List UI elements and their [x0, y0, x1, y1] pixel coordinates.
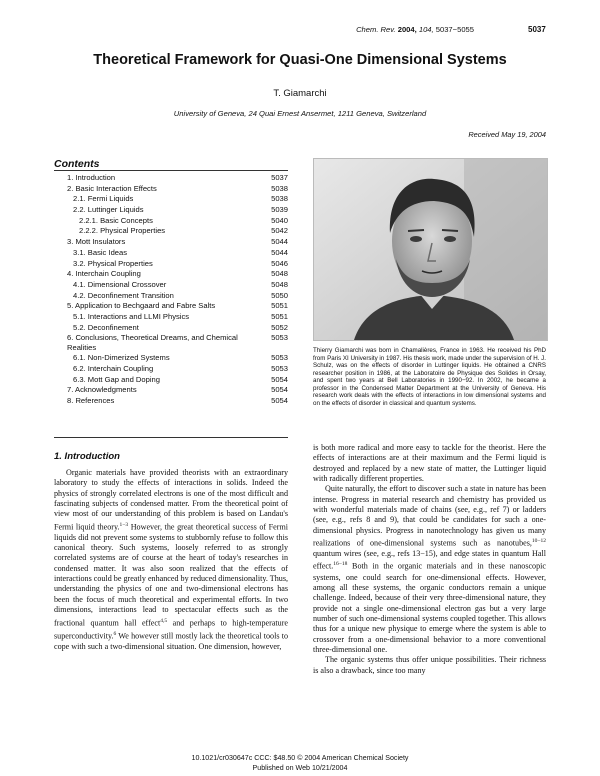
toc-entry-label: 3.1. Basic Ideas: [73, 247, 128, 257]
paragraph: [313, 484, 546, 655]
paragraph: [54, 468, 288, 652]
toc-entry-label: 3. Mott Insulators: [67, 237, 126, 247]
toc-entry-label: 5.2. Deconfinement: [73, 322, 139, 332]
toc-entry[interactable]: [54, 248, 288, 259]
toc-entry-label: 2.2.1. Basic Concepts: [79, 215, 153, 225]
author-name: T. Giamarchi: [273, 88, 327, 99]
toc-entry-label: 6. Conclusions, Theoretical Dreams, and Chemical Realities: [67, 333, 238, 352]
toc-entry-label: 2. Basic Interaction Effects: [67, 183, 157, 193]
toc-entry-label: 5. Application to Bechgaard and Fabre Salts: [67, 301, 216, 311]
toc-entry[interactable]: [54, 237, 288, 248]
citation: 10−12: [531, 538, 546, 545]
toc-entry[interactable]: [54, 194, 288, 205]
toc-entry[interactable]: [54, 323, 288, 334]
paragraph-text: and perhaps to high-temperature superconductivity.: [54, 618, 289, 641]
toc-entry-page: 5054: [271, 385, 288, 395]
article-title: Theoretical Framework for Quasi-One Dimensional Systems: [93, 52, 507, 68]
citation: 4,5: [160, 617, 168, 624]
toc-entry[interactable]: [54, 375, 288, 386]
toc-entry-page: 5046: [271, 258, 288, 268]
toc-entry-label: 4. Interchain Coupling: [67, 269, 141, 279]
citation: 1−3: [119, 521, 129, 528]
toc-entry[interactable]: [54, 216, 288, 227]
table-of-contents: [54, 173, 288, 407]
paragraph-text: However, the great theoretical success of Fermi liquids did not prevent some systems to stubbornly refuse to follow this canonical theory. Such systems, loosely referred to as strongly correlated systems are of course at the heart of today's researches in condensed matter. It was also soon realized that the effects of interactions could be greatly enhanced by reduced dimensionality. Thus, understanding the physics of one and two-dimensional electrons has been the focus of much theoretical and experimental efforts. In two dimensions, interactions lead to spectacular effects such as the fractional quantum hall effect: [54, 522, 289, 628]
contents-heading: Contents: [54, 158, 100, 170]
toc-entry-label: 4.1. Dimensional Crossover: [73, 279, 167, 289]
toc-entry[interactable]: [54, 184, 288, 195]
received-date: Received May 19, 2004: [468, 130, 546, 139]
author-biography: Thierry Giamarchi was born in Chamalières, France in 1963. He received his PhD from Paris XI University in 1987. His thesis work, made under the supervision of H. J. Schulz, was on the effects of disorder in Luttinger liquids. He obtained a CNRS researcher position in 1986, at the Laboratoire de Physique des Solides in Orsay, and spent two years at Bell Laboratories in 1990−92. In 2002, he became a professor in the Condensed Matter Department at the University of Geneva. His research work deals with the effects of interactions in low dimensional systems and on the effects of disorder in classical and quantum systems.: [313, 347, 546, 407]
toc-entry-page: 5052: [271, 322, 288, 332]
publication-date-footer: Published on Web 10/21/2004: [252, 764, 348, 772]
journal-pages: 5037−5055: [435, 25, 474, 34]
paragraph-text: Quite naturally, the effort to discover such a state in nature has been intense. Progress in material research and chemistry has provided us with wonderful materials made of chains (see, e.g., ref 7) or ladders (see, e.g., refs 8 and 9), that could be candidates for such a one-dimensional physics. Progress in nanotechnology has given us many realizations of one-dimensional systems such as nanotubes,: [313, 484, 546, 548]
toc-entry-label: 6.2. Interchain Coupling: [73, 364, 154, 373]
paragraph-text: Both in the organic materials and in these nanoscopic systems, one could search for one-dimensional effects. However, among all these systems, the organic conductors remain a unique challenge. Indeed, because of their very three-dimensional nature, they provide not a single one-dimensional electron gas but a very large number of such one-dimensional systems coupled together. This allows thus for a unique new physique to emerge where the system is able to crossover from a one-dimensional behavior to a more conventional three-dimensional one.: [313, 562, 546, 654]
toc-entry[interactable]: [54, 333, 288, 353]
toc-entry[interactable]: [54, 396, 288, 407]
paragraph: The organic systems thus offer unique possibilities. Their richness is also a drawback, since too many: [313, 655, 546, 675]
section-heading: 1. Introduction: [54, 451, 120, 462]
toc-entry-label: 6.1. Non-Dimerized Systems: [73, 353, 170, 363]
toc-entry-page: 5037: [271, 173, 288, 182]
toc-entry[interactable]: [54, 385, 288, 396]
toc-entry-page: 5038: [271, 194, 288, 204]
author-photo: [313, 158, 548, 341]
journal-year: 2004,: [397, 25, 417, 34]
paragraph: is both more radical and more easy to tackle for the theorist. Here the effects of interactions are at their maximum and the Fermi liquid is destroyed and replaced by a new state of matter, the Luttinger liquid with radically different properties.: [313, 443, 546, 484]
toc-entry-label: 2.1. Fermi Liquids: [73, 194, 134, 204]
contents-bottom-rule: [54, 437, 288, 438]
toc-entry-page: 5054: [271, 374, 288, 384]
toc-entry-page: 5039: [271, 205, 288, 215]
toc-entry[interactable]: [54, 226, 288, 237]
toc-entry-page: 5054: [271, 396, 288, 406]
toc-entry-page: 5053: [271, 333, 288, 343]
toc-entry[interactable]: [54, 269, 288, 280]
body-column-left: [54, 468, 288, 652]
toc-entry-label: 3.2. Physical Properties: [73, 258, 153, 268]
paragraph-text: Organic materials have provided theorists with an extraordinary laboratory to study the effects of interactions in solids. Indeed the physics of strongly correlated electrons is one of the most difficult and fascinating subjects of condensed matter. From the theoretical point of view most of our understanding of this problem is based on Landau's Fermi liquid theory.: [54, 468, 288, 532]
journal-citation: [0, 25, 474, 34]
author-affiliation: University of Geneva, 24 Quai Ernest Ansermet, 1211 Geneva, Switzerland: [173, 109, 427, 118]
toc-entry-label: 7. Acknowledgments: [67, 385, 137, 395]
toc-entry[interactable]: [54, 312, 288, 323]
toc-entry-page: 5053: [271, 353, 288, 363]
toc-entry[interactable]: [54, 259, 288, 270]
journal-name: Chem. Rev.: [356, 25, 396, 34]
body-column-right: [313, 443, 546, 676]
journal-volume: 104,: [418, 25, 434, 34]
toc-entry-page: 5044: [271, 237, 288, 247]
toc-entry-label: 2.2.2. Physical Properties: [79, 226, 166, 236]
toc-entry-page: 5053: [271, 364, 288, 373]
author-portrait-image: [314, 159, 547, 340]
citation: 6: [113, 630, 117, 637]
page-number: 5037: [528, 25, 546, 34]
toc-entry-page: 5048: [271, 269, 288, 279]
toc-entry[interactable]: [54, 280, 288, 291]
toc-entry[interactable]: [54, 173, 288, 184]
toc-entry-page: 5050: [271, 290, 288, 300]
toc-entry-label: 5.1. Interactions and LLMI Physics: [73, 311, 190, 321]
toc-entry-label: 2.2. Luttinger Liquids: [73, 205, 144, 215]
toc-entry-page: 5044: [271, 247, 288, 257]
toc-entry-label: 6.3. Mott Gap and Doping: [73, 374, 160, 384]
toc-entry[interactable]: [54, 301, 288, 312]
toc-entry[interactable]: [54, 291, 288, 302]
doi-footer: 10.1021/cr030647c CCC: $48.50 © 2004 American Chemical Society: [191, 754, 409, 762]
paragraph-text: quantum wires (see, e.g., refs 13−15), and edge states in quantum Hall effect.: [313, 549, 546, 572]
toc-entry-page: 5051: [271, 301, 288, 311]
toc-entry-page: 5048: [271, 279, 288, 289]
toc-entry-label: 1. Introduction: [67, 173, 116, 182]
toc-entry-page: 5040: [271, 215, 288, 225]
paragraph-text: We however still mostly lack the theoretical tools to cope with such a two-dimensional situation. One dimension, however,: [54, 631, 288, 651]
toc-entry[interactable]: [54, 353, 288, 364]
toc-entry-label: 8. References: [67, 396, 115, 406]
toc-entry-label: 4.2. Deconfinement Transition: [73, 290, 174, 300]
toc-entry-page: 5038: [271, 183, 288, 193]
citation: 16−18: [333, 561, 348, 568]
toc-entry-page: 5042: [271, 226, 288, 236]
toc-entry[interactable]: [54, 364, 288, 375]
toc-entry-page: 5051: [271, 311, 288, 321]
toc-entry[interactable]: [54, 205, 288, 216]
contents-top-rule: [54, 170, 288, 171]
